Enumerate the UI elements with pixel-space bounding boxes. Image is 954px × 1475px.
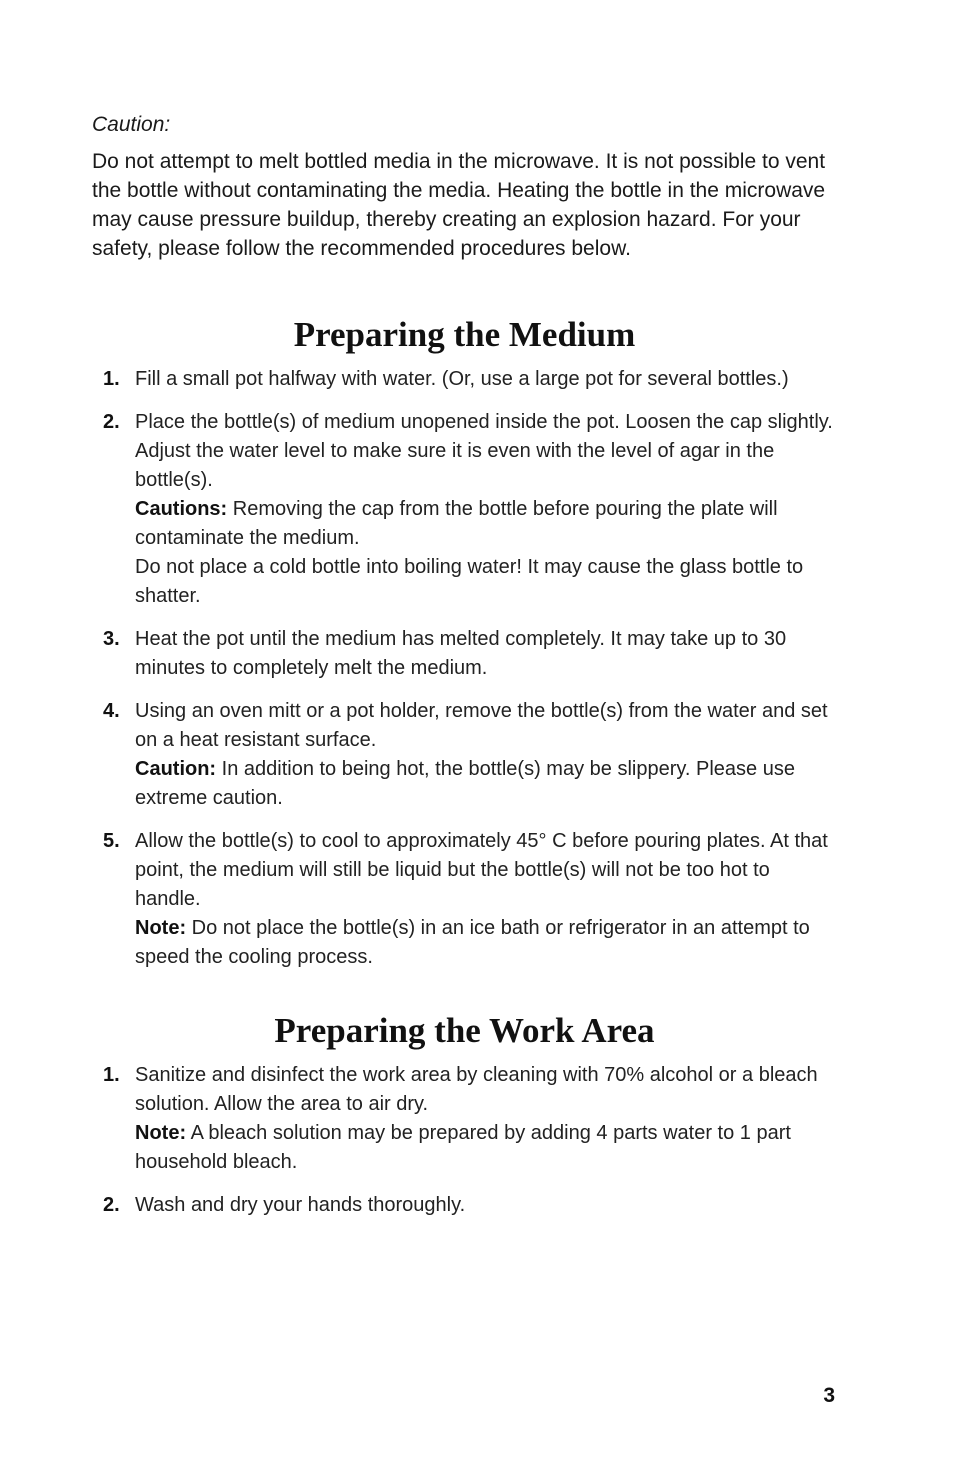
step-number: 1. bbox=[103, 368, 120, 390]
note-text: In addition to being hot, the bottle(s) may be slippery. Please use extreme caution. bbox=[135, 758, 795, 809]
list-item bbox=[92, 365, 837, 394]
step-text: Place the bottle(s) of medium unopened inside the pot. Loosen the cap slightly. Adjust the water level to make sure it is even with the level of agar in the bottle(s). bbox=[135, 411, 833, 491]
list-item bbox=[92, 625, 837, 683]
step-number: 1. bbox=[103, 1064, 120, 1086]
note-text: A bleach solution may be prepared by adding 4 parts water to 1 part household bleach. bbox=[135, 1122, 791, 1173]
list-item bbox=[92, 1061, 837, 1177]
list-item bbox=[92, 697, 837, 813]
step-number: 4. bbox=[103, 700, 120, 722]
note-label: Note: bbox=[135, 917, 187, 939]
step-number: 2. bbox=[103, 411, 120, 433]
note-label: Cautions: bbox=[135, 498, 228, 520]
step-text: Fill a small pot halfway with water. (Or, use a large pot for several bottles.) bbox=[135, 368, 789, 390]
step-number: 3. bbox=[103, 628, 120, 650]
work-area-steps-list bbox=[92, 1061, 837, 1220]
step-note bbox=[135, 495, 837, 553]
note-text: Do not place the bottle(s) in an ice bath or refrigerator in an attempt to speed the cooling process. bbox=[135, 917, 810, 968]
step-note bbox=[135, 1119, 837, 1177]
medium-steps-list bbox=[92, 365, 837, 972]
section-title-preparing-medium: Preparing the Medium bbox=[293, 315, 636, 354]
note-label: Caution: bbox=[135, 758, 217, 780]
page-number: 3 bbox=[823, 1384, 835, 1407]
step-note bbox=[135, 914, 837, 972]
note-text: Removing the cap from the bottle before pouring the plate will contaminate the medium. bbox=[135, 498, 778, 549]
step-text: Sanitize and disinfect the work area by cleaning with 70% alcohol or a bleach solution. Allow the area to air dry. bbox=[135, 1064, 818, 1115]
note-label: Note: bbox=[135, 1122, 187, 1144]
step-text: Allow the bottle(s) to cool to approximately 45° C before pouring plates. At that point, the medium will still be liquid but the bottle(s) will not be too hot to handle. bbox=[135, 830, 828, 910]
document-page bbox=[92, 110, 837, 1234]
step-text: Heat the pot until the medium has melted completely. It may take up to 30 minutes to completely melt the medium. bbox=[135, 628, 787, 679]
step-number: 2. bbox=[103, 1194, 120, 1216]
step-note bbox=[135, 755, 837, 813]
caution-label: Caution: bbox=[92, 113, 171, 136]
step-text: Wash and dry your hands thoroughly. bbox=[135, 1194, 466, 1216]
step-number: 5. bbox=[103, 830, 120, 852]
list-item bbox=[92, 408, 837, 611]
list-item bbox=[92, 1191, 837, 1220]
section-title-preparing-work-area: Preparing the Work Area bbox=[274, 1011, 655, 1050]
caution-body: Do not attempt to melt bottled media in the microwave. It is not possible to vent the bottle without contaminating the media. Heating the bottle in the microwave may cause pressure buildup, thereby creating an explosion hazard. For your safety, please follow the recommended procedures below. bbox=[92, 150, 826, 260]
list-item bbox=[92, 827, 837, 972]
step-extra-text: Do not place a cold bottle into boiling water! It may cause the glass bottle to shatter. bbox=[135, 556, 804, 607]
step-text: Using an oven mitt or a pot holder, remove the bottle(s) from the water and set on a heat resistant surface. bbox=[135, 700, 828, 751]
